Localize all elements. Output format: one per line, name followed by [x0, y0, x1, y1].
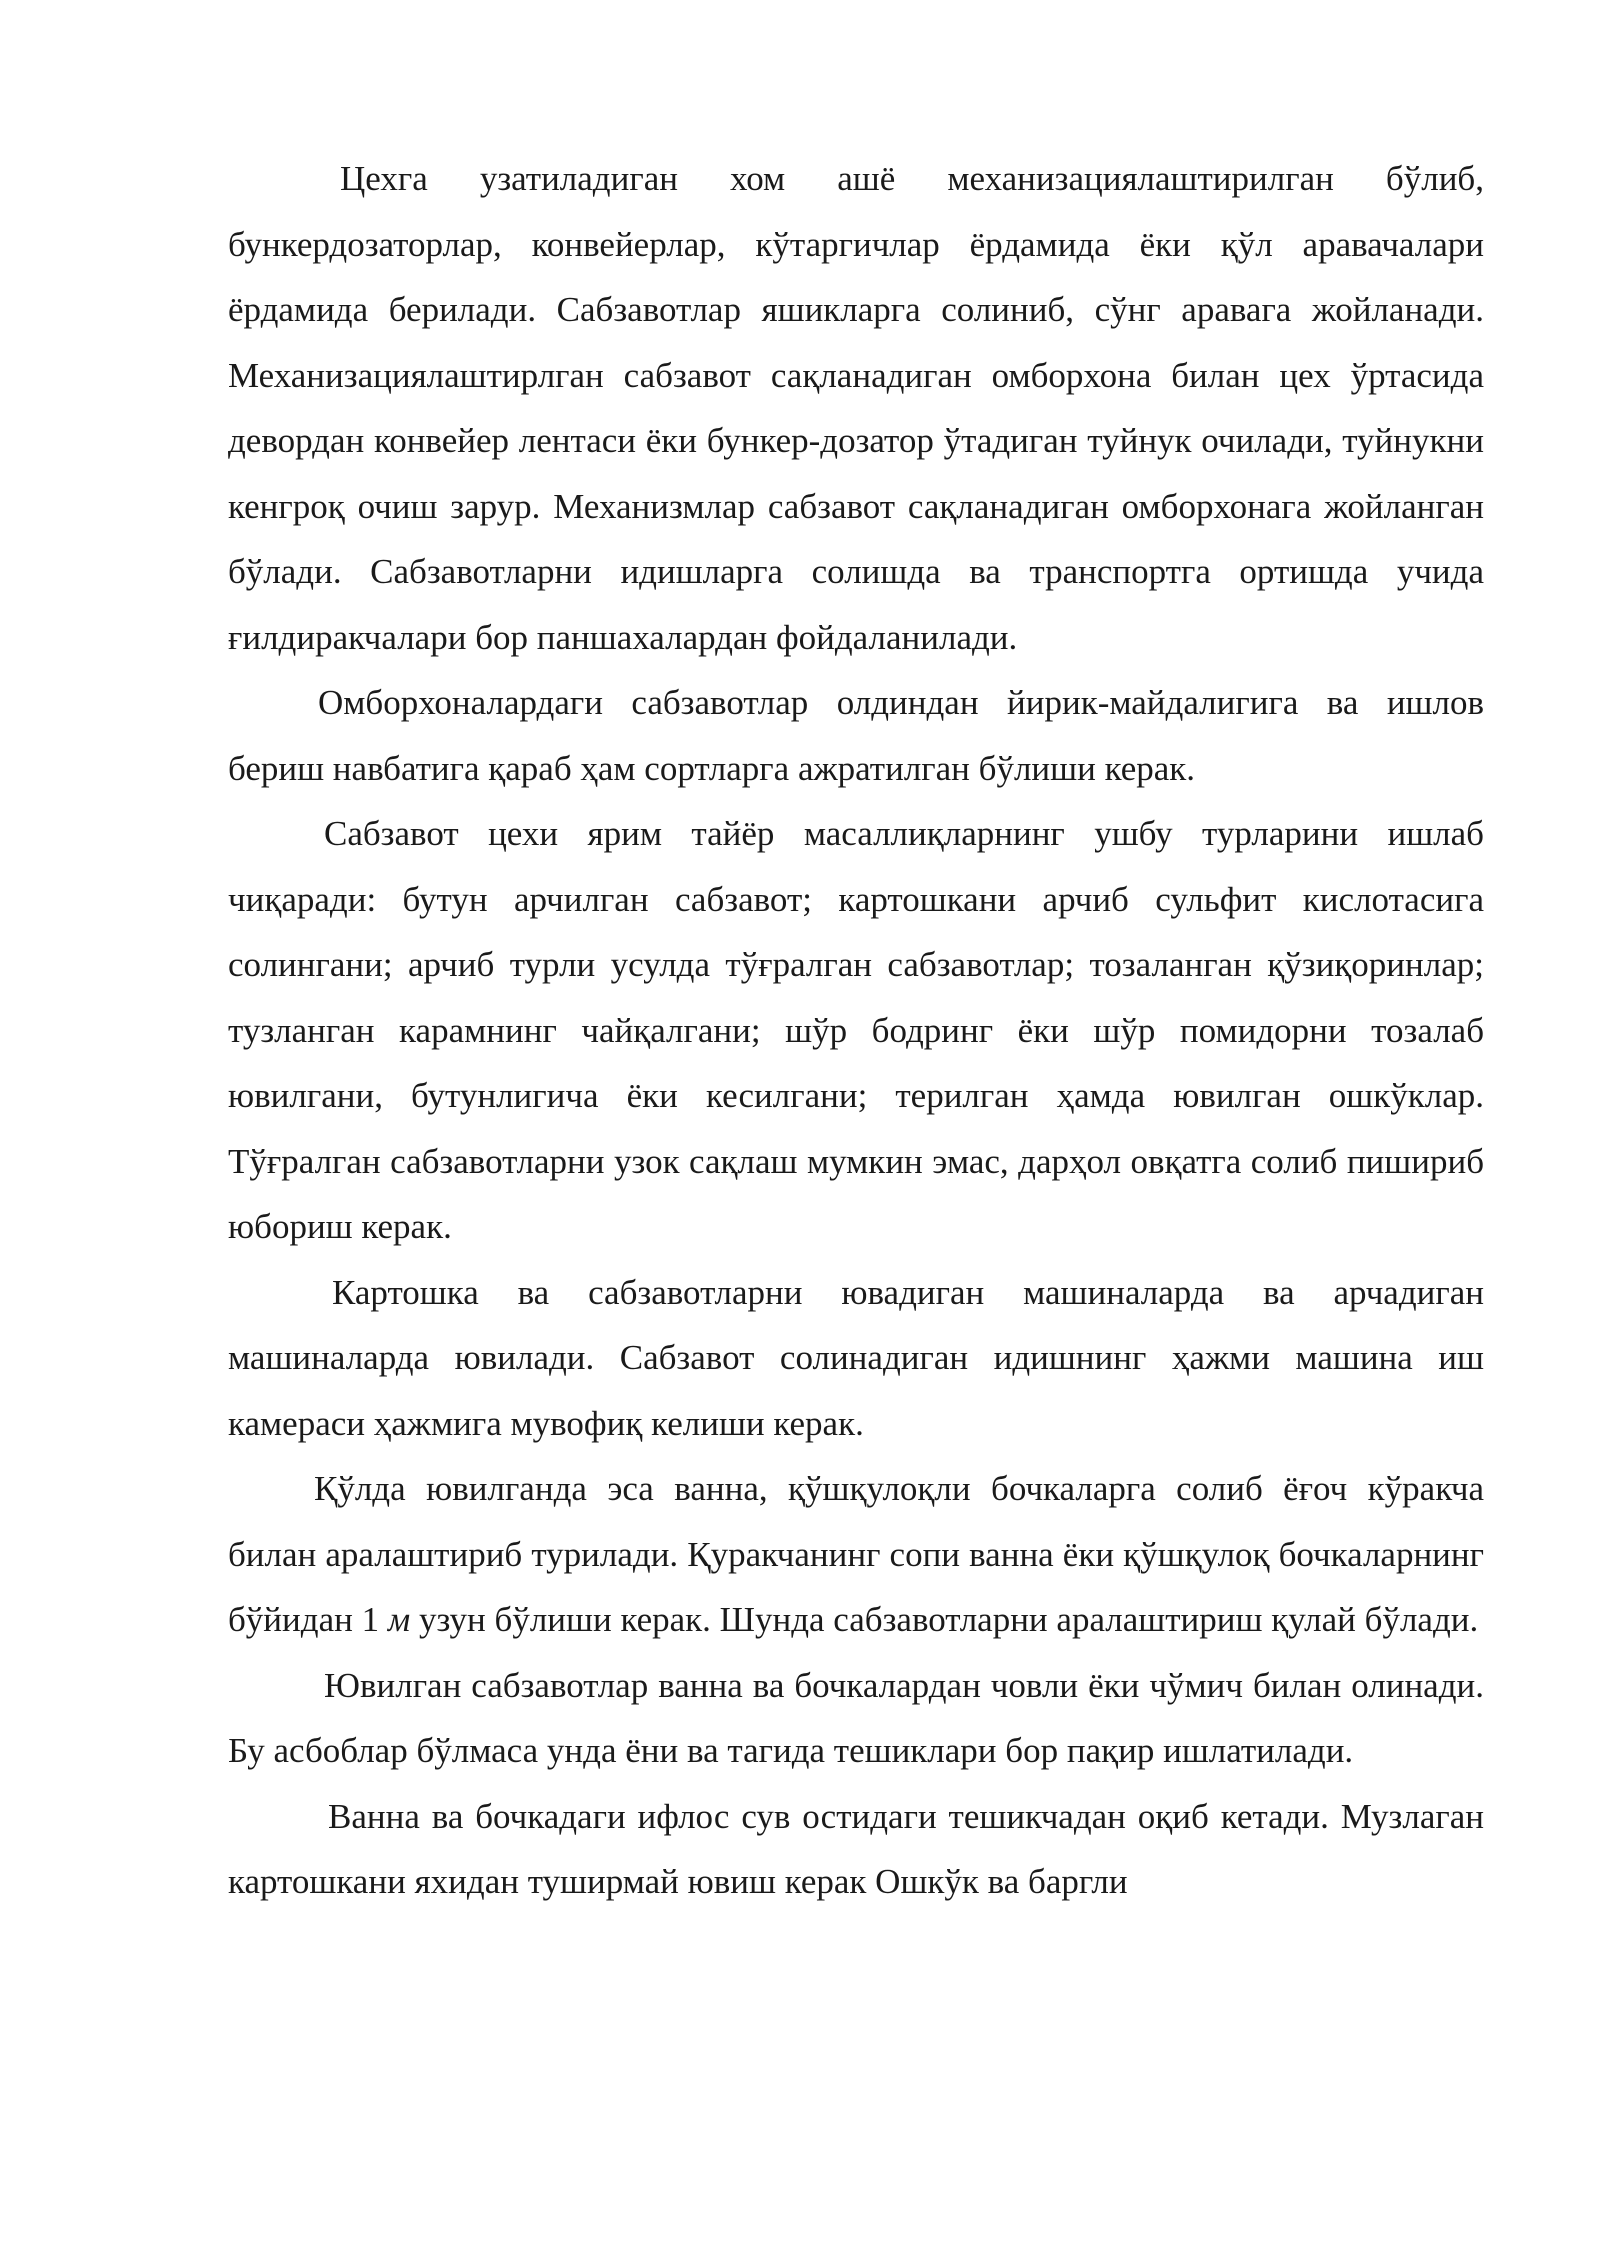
document-page	[228, 146, 1484, 1915]
paragraph-5-text-before: Қўлда ювилганда эса ванна, қўшқулоқли бочкаларга солиб ёғоч кўракча билан аралаштириб турилади. Қуракчанинг сопи ванна ёки қўшқулоқ бочкаларнинг бўйидан 1	[228, 1469, 1484, 1639]
paragraph-6: Ювилган сабзавотлар ванна ва бочкалардан човли ёки чўмич билан олинади. Бу асбоблар бўлмаса унда ёни ва тагида тешиклари бор пақир ишлатилади.	[228, 1665, 1484, 1770]
paragraph-5-text-after: узун бўлиши керак. Шунда сабзавотларни аралаштириш қулай бўлади.	[410, 1600, 1479, 1639]
paragraph-5	[228, 1456, 1484, 1653]
paragraph-1: Цехга узатиладиган хом ашё механизациялаштирилган бўлиб, бункердозаторлар, конвейерлар, кўтаргичлар ёрдамида ёки қўл аравачалари ёрдамида берилади. Сабзавотлар яшикларга солиниб, сўнг аравага жойланади. Механизациялаштирлган сабзавот сақланадиган омборхона билан цех ўртасида девордан конвейер лентаси ёки бункер-дозатор ўтадиган туйнук очилади, туйнукни кенгроқ очиш зарур. Механизмлар сабзавот сақланадиган омборхонага жойланган бўлади. Сабзавотларни идишларга солишда ва транспортга ортишда учида ғилдиракчалари бор паншахалардан фойдаланилади.	[228, 159, 1484, 657]
paragraph-7: Ванна ва бочкадаги ифлос сув остидаги тешикчадан оқиб кетади. Музлаган картошкани яхидан туширмай ювиш керак Ошкўк ва баргли	[228, 1796, 1484, 1901]
unit-label: м	[387, 1600, 411, 1639]
paragraph-3: Сабзавот цехи ярим тайёр масаллиқларнинг ушбу турларини ишлаб чиқаради: бутун арчилган сабзавот; картошкани арчиб сульфит кислотасига солингани; арчиб турли усулда тўғралган сабзавотлар; тозаланган қўзиқоринлар; тузланган карамнинг чайқалгани; шўр бодринг ёки шўр помидорни тозалаб ювилгани, бутунлигича ёки кесилгани; терилган ҳамда ювилган ошкўклар. Тўғралган сабзавотларни узок сақлаш мумкин эмас, дарҳол овқатга солиб пишириб юбориш керак.	[228, 814, 1484, 1246]
paragraph-2: Омборхоналардаги сабзавотлар олдиндан йирик-майдалигига ва ишлов бериш навбатига қараб ҳам сортларга ажратилган бўлиши керак.	[228, 683, 1484, 788]
paragraph-4: Картошка ва сабзавотларни ювадиган машиналарда ва арчадиган машиналарда ювилади. Сабзавот солинадиган идишнинг ҳажми машина иш камераси ҳажмига мувофиқ келиши керак.	[228, 1272, 1484, 1443]
